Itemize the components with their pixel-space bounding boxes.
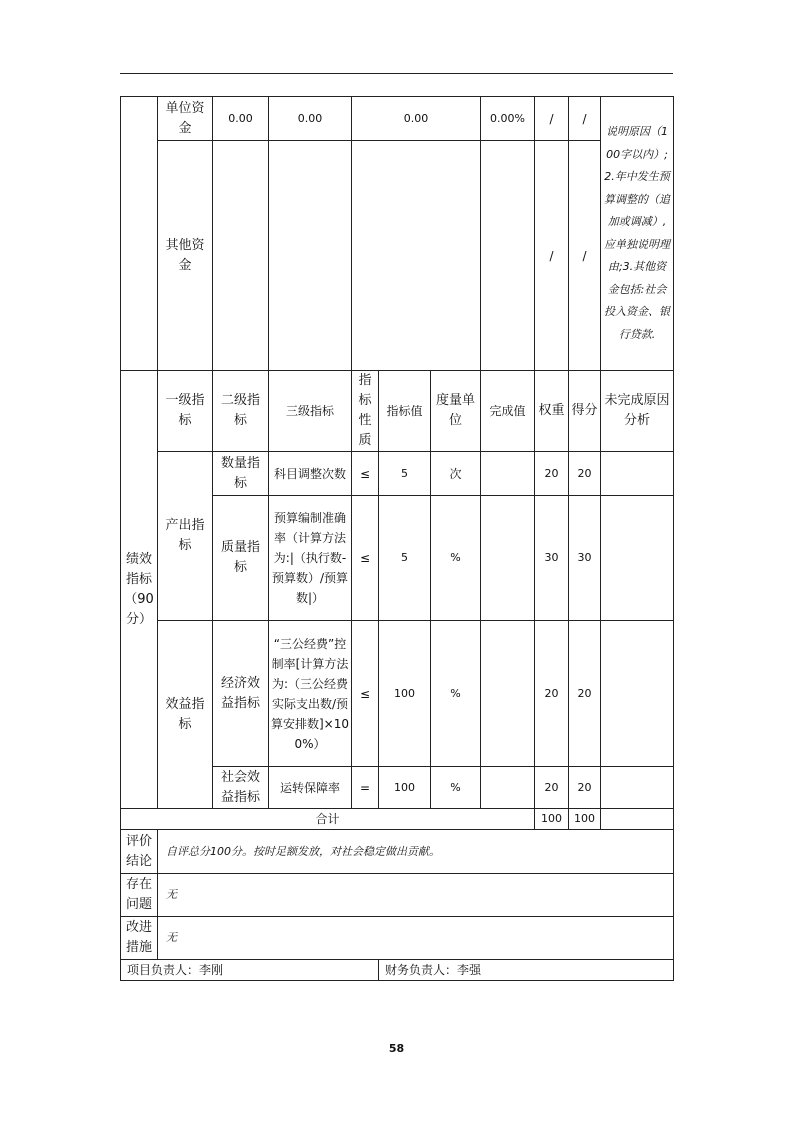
fund-value <box>213 141 269 371</box>
fund-value <box>352 141 481 371</box>
reason <box>601 496 674 621</box>
weight: 20 <box>535 452 569 496</box>
col-header: 完成值 <box>481 371 535 452</box>
reason <box>601 452 674 496</box>
group-label: 产出指标 <box>158 452 213 621</box>
total-weight: 100 <box>535 809 569 830</box>
finance-lead: 财务负责人：李强 <box>379 960 674 981</box>
done-value <box>481 452 535 496</box>
total-score: 100 <box>569 809 601 830</box>
target-value: 5 <box>379 496 431 621</box>
operator: ≤ <box>352 496 379 621</box>
total-label: 合计 <box>121 809 535 830</box>
unit: % <box>431 496 481 621</box>
weight: 30 <box>535 496 569 621</box>
l3-label: 预算编制准确率（计算方法为:|（执行数-预算数）/预算数|） <box>269 496 352 621</box>
issues-text: 无 <box>158 874 674 917</box>
fund-value: 0.00 <box>269 97 352 141</box>
l2-label: 社会效益指标 <box>213 767 269 809</box>
fund-label: 其他资金 <box>158 141 213 371</box>
col-header: 未完成原因分析 <box>601 371 674 452</box>
l2-label: 质量指标 <box>213 496 269 621</box>
fund-label: 单位资金 <box>158 97 213 141</box>
col-header: 得分 <box>569 371 601 452</box>
table-row <box>121 621 674 767</box>
page-number: 58 <box>388 1042 405 1055</box>
table-row <box>121 452 674 496</box>
l2-label: 数量指标 <box>213 452 269 496</box>
score: 20 <box>569 621 601 767</box>
fund-row <box>121 97 674 141</box>
col-header: 指标值 <box>379 371 431 452</box>
target-value: 100 <box>379 767 431 809</box>
fund-row <box>121 141 674 371</box>
fund-rate: 0.00% <box>481 97 535 141</box>
score: 20 <box>569 452 601 496</box>
eval-label: 评价结论 <box>121 830 158 874</box>
improve-text: 无 <box>158 917 674 960</box>
improve-label: 改进措施 <box>121 917 158 960</box>
fund-score: / <box>535 141 569 371</box>
project-lead: 项目负责人：李刚 <box>121 960 379 981</box>
total-row <box>121 809 674 830</box>
target-value: 5 <box>379 452 431 496</box>
target-value: 100 <box>379 621 431 767</box>
l3-label: 运转保障率 <box>269 767 352 809</box>
score: 20 <box>569 767 601 809</box>
done-value <box>481 496 535 621</box>
fund-value: 0.00 <box>213 97 269 141</box>
l3-label: 科目调整次数 <box>269 452 352 496</box>
operator: ≤ <box>352 452 379 496</box>
col-header: 指标性质 <box>352 371 379 452</box>
col-header: 度量单位 <box>431 371 481 452</box>
issues-row <box>121 874 674 917</box>
done-value <box>481 767 535 809</box>
operator: = <box>352 767 379 809</box>
weight: 20 <box>535 621 569 767</box>
blank-cell <box>601 809 674 830</box>
unit: % <box>431 621 481 767</box>
fund-score: / <box>569 141 601 371</box>
col-header: 权重 <box>535 371 569 452</box>
reason <box>601 767 674 809</box>
improve-row <box>121 917 674 960</box>
unit: 次 <box>431 452 481 496</box>
col-header: 一级指标 <box>158 371 213 452</box>
unit: % <box>431 767 481 809</box>
performance-table <box>120 96 674 981</box>
score: 30 <box>569 496 601 621</box>
eval-row <box>121 830 674 874</box>
col-header: 三级指标 <box>269 371 352 452</box>
group-label: 效益指标 <box>158 621 213 809</box>
l2-label: 经济效益指标 <box>213 621 269 767</box>
header-row <box>121 371 674 452</box>
weight: 20 <box>535 767 569 809</box>
fund-value: 0.00 <box>352 97 481 141</box>
blank-cell <box>121 97 158 371</box>
col-header: 二级指标 <box>213 371 269 452</box>
operator: ≤ <box>352 621 379 767</box>
reason <box>601 621 674 767</box>
signature-row <box>121 960 674 981</box>
l3-label: “三公经费”控制率[计算方法为:（三公经费实际支出数/预算安排数]×100%） <box>269 621 352 767</box>
fund-score: / <box>535 97 569 141</box>
fund-note: 说明原因（100字以内）;2.年中发生预算调整的（追加或调减）,应单独说明理由;3.其他资金包括:社会投入资金、银行贷款. <box>601 97 674 371</box>
done-value <box>481 621 535 767</box>
header-rule <box>120 73 673 74</box>
fund-rate <box>481 141 535 371</box>
perf-label: 绩效指标（90分） <box>121 371 158 809</box>
eval-text: 自评总分100分。按时足额发放，对社会稳定做出贡献。 <box>158 830 674 874</box>
issues-label: 存在问题 <box>121 874 158 917</box>
fund-value <box>269 141 352 371</box>
fund-score: / <box>569 97 601 141</box>
